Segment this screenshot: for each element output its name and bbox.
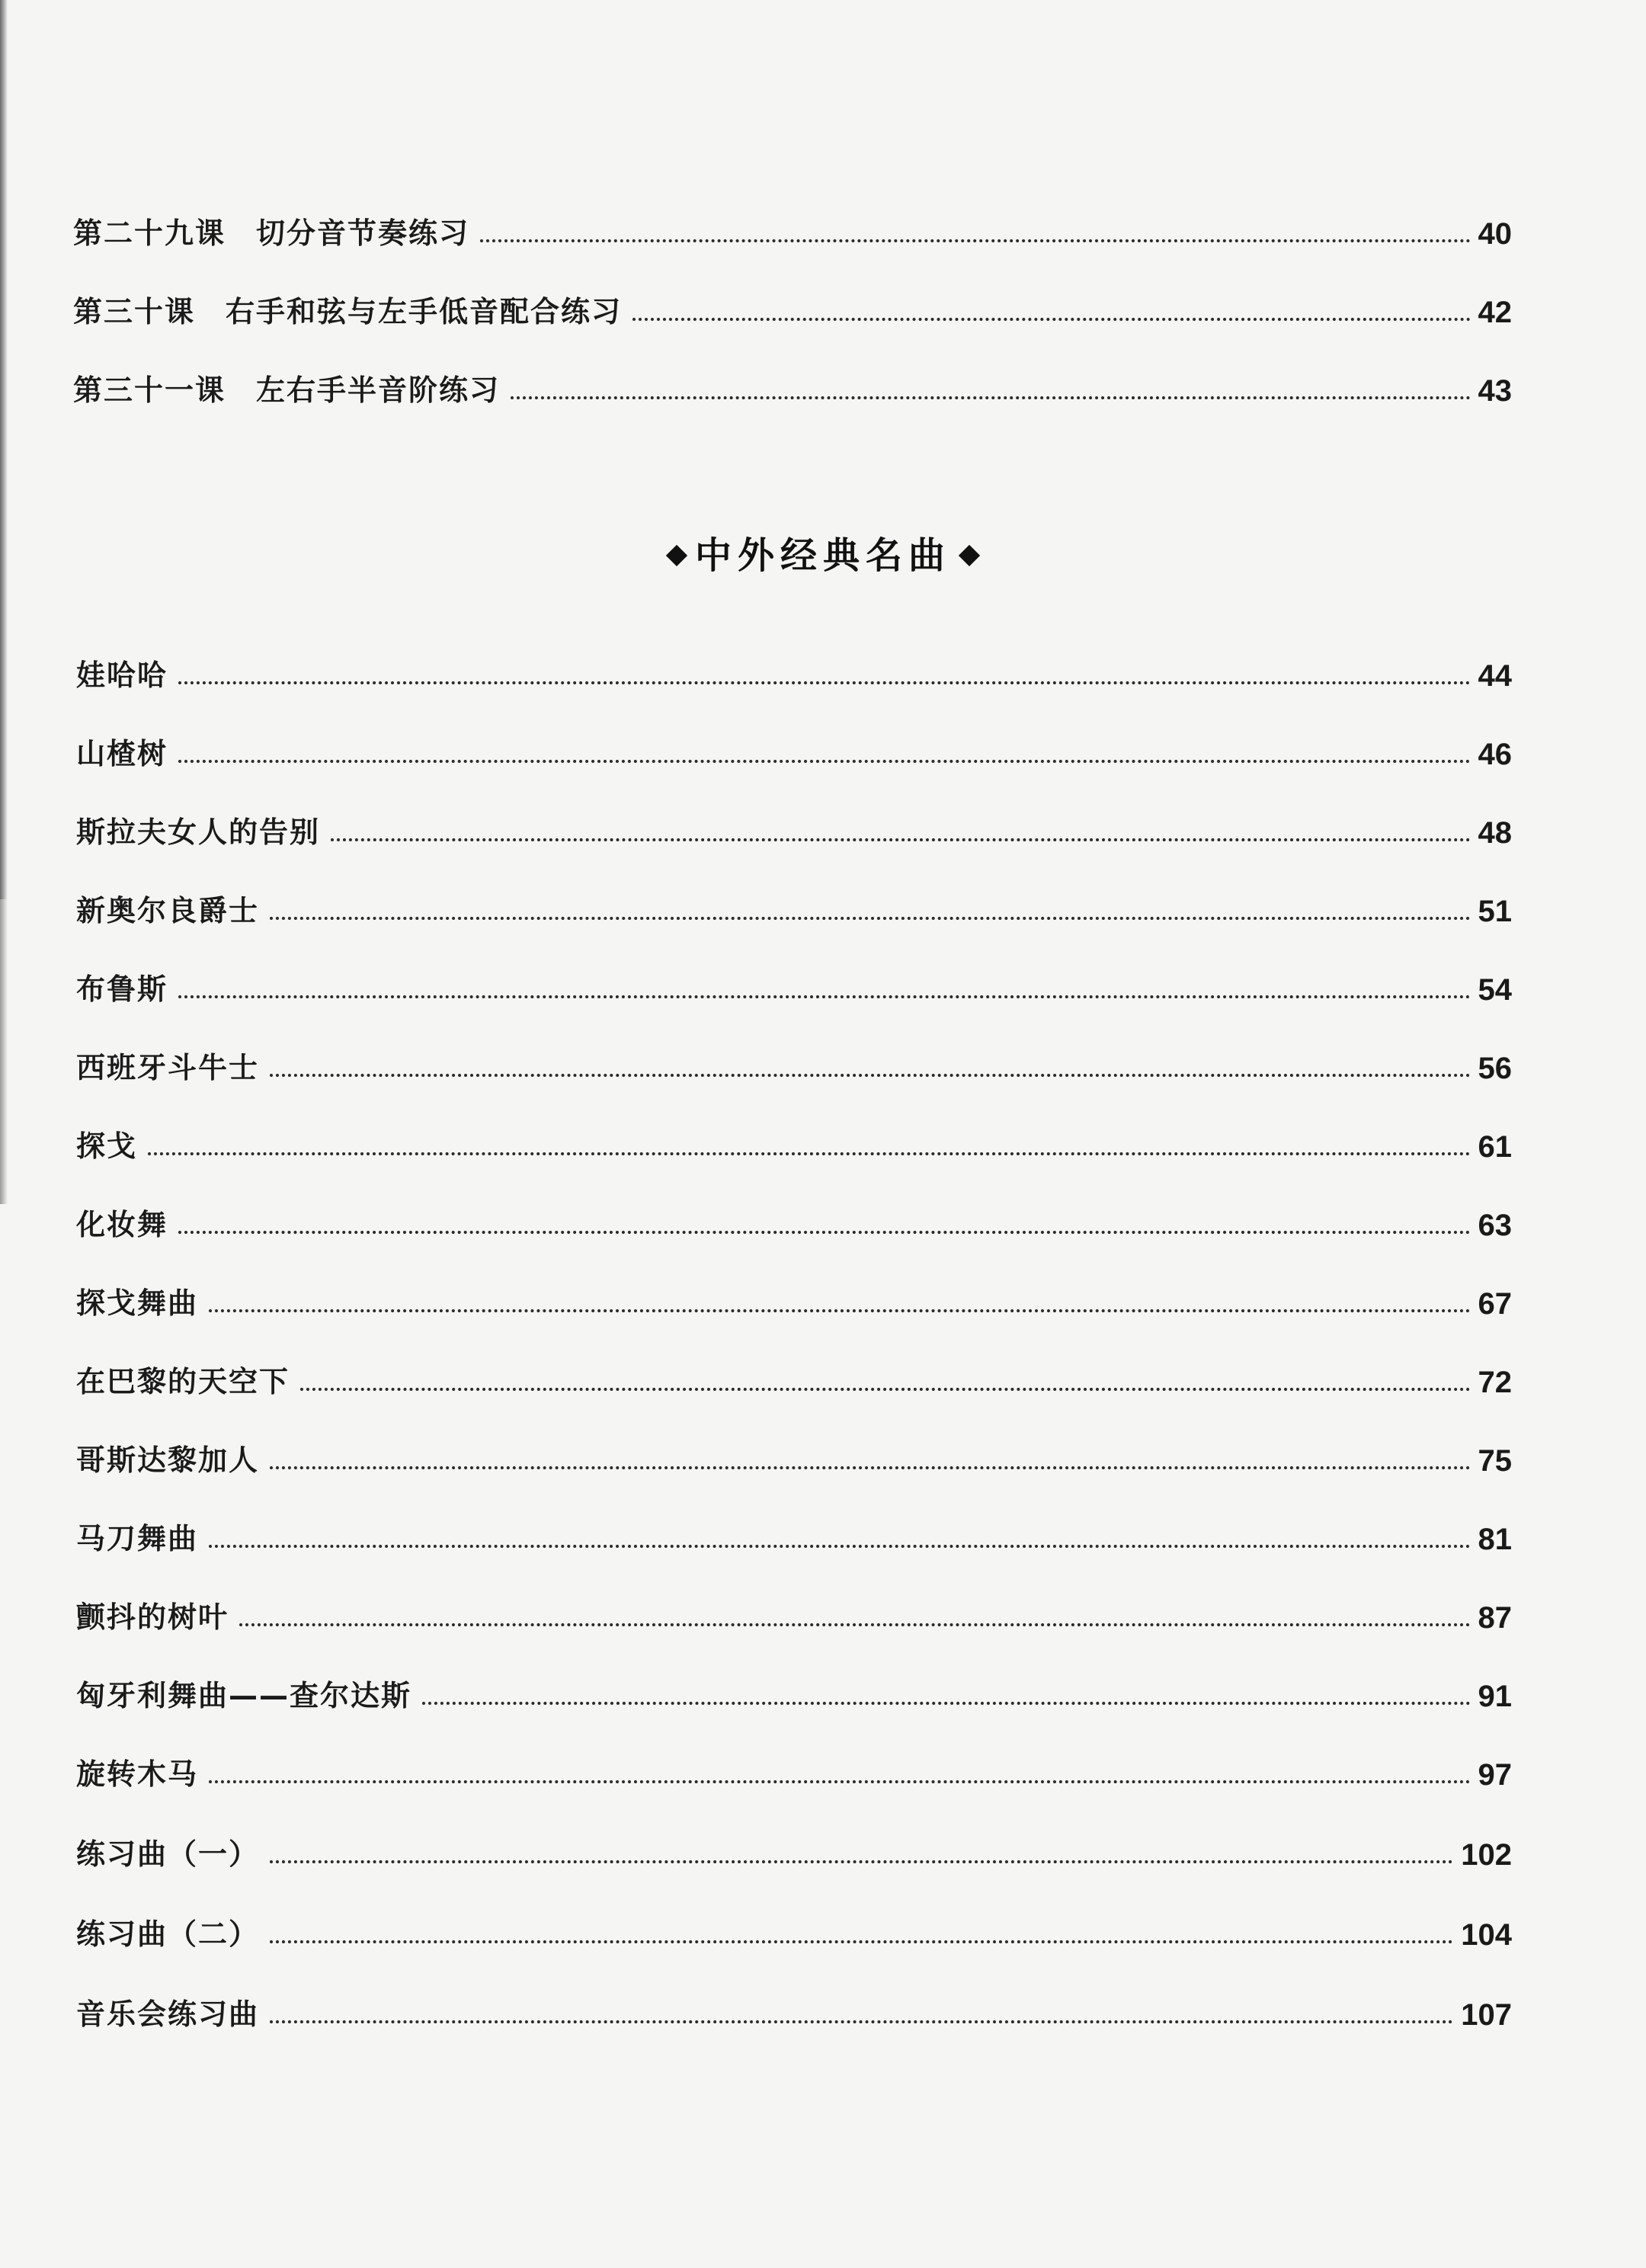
section-title-text: 中外经典名曲 bbox=[694, 534, 951, 577]
toc-entry[interactable] bbox=[76, 1048, 1512, 1086]
section-title bbox=[0, 526, 1646, 578]
toc-entry[interactable] bbox=[76, 1754, 1512, 1792]
dot-leader bbox=[178, 681, 1470, 684]
dot-leader bbox=[209, 1545, 1470, 1548]
dot-leader bbox=[178, 760, 1470, 763]
dot-leader bbox=[270, 2020, 1453, 2023]
toc-entry[interactable] bbox=[76, 1834, 1512, 1872]
dot-leader bbox=[209, 1309, 1470, 1312]
toc-entry[interactable] bbox=[76, 1440, 1512, 1478]
toc-entry-page-number: 43 bbox=[1478, 374, 1512, 408]
toc-entry-page-number: 87 bbox=[1478, 1601, 1512, 1635]
toc-entry[interactable] bbox=[76, 1362, 1512, 1400]
toc-entry-page-number: 91 bbox=[1478, 1680, 1512, 1713]
dot-leader bbox=[209, 1780, 1470, 1783]
toc-entry-label: 探戈舞曲 bbox=[76, 1286, 199, 1320]
toc-entry-label: 斯拉夫女人的告别 bbox=[76, 815, 321, 849]
toc-entry-lesson-30[interactable] bbox=[73, 292, 1512, 330]
dot-leader bbox=[511, 396, 1470, 399]
toc-entry-label: 西班牙斗牛士 bbox=[76, 1051, 260, 1084]
dot-leader bbox=[270, 1860, 1453, 1863]
binding-edge-shadow bbox=[0, 0, 8, 899]
toc-entry-lesson-31[interactable] bbox=[73, 370, 1512, 408]
toc-entry[interactable] bbox=[76, 1676, 1512, 1714]
toc-entry-page-number: 54 bbox=[1478, 973, 1512, 1007]
toc-entry-page-number: 67 bbox=[1478, 1287, 1512, 1321]
dot-leader bbox=[422, 1702, 1470, 1705]
toc-entry-page-number: 51 bbox=[1478, 895, 1512, 928]
toc-entry[interactable] bbox=[76, 812, 1512, 850]
toc-entry[interactable] bbox=[76, 969, 1512, 1007]
toc-entry-page-number: 97 bbox=[1478, 1758, 1512, 1792]
binding-edge-shadow-lower bbox=[0, 899, 8, 1204]
toc-entry-label: 哥斯达黎加人 bbox=[76, 1443, 260, 1477]
toc-entry-label: 娃哈哈 bbox=[76, 658, 168, 692]
toc-entry[interactable] bbox=[76, 1205, 1512, 1243]
toc-entry-label: 第二十九课 切分音节奏练习 bbox=[73, 216, 470, 250]
toc-entry-label: 第三十一课 左右手半音阶练习 bbox=[73, 373, 501, 407]
toc-entry-label: 旋转木马 bbox=[76, 1757, 199, 1791]
toc-entry[interactable] bbox=[76, 1597, 1512, 1635]
toc-entry[interactable] bbox=[76, 1283, 1512, 1321]
toc-entry[interactable] bbox=[76, 1914, 1512, 1952]
dot-leader bbox=[270, 1466, 1470, 1469]
toc-entry-page-number: 40 bbox=[1478, 217, 1512, 251]
diamond-icon bbox=[959, 544, 980, 565]
toc-entry-page-number: 104 bbox=[1461, 1918, 1512, 1952]
toc-entry[interactable] bbox=[76, 655, 1512, 694]
toc-entry-lesson-29[interactable] bbox=[73, 213, 1512, 251]
toc-entry[interactable] bbox=[76, 1519, 1512, 1557]
toc-entry-label: 探戈 bbox=[76, 1129, 138, 1163]
toc-entry-label: 颤抖的树叶 bbox=[76, 1600, 229, 1634]
dot-leader bbox=[300, 1388, 1470, 1391]
toc-entry-label: 匈牙利舞曲——查尔达斯 bbox=[76, 1679, 412, 1712]
dot-leader bbox=[178, 1231, 1470, 1234]
dot-leader bbox=[632, 318, 1470, 321]
toc-entry-label: 马刀舞曲 bbox=[76, 1522, 199, 1555]
toc-entry-page-number: 63 bbox=[1478, 1209, 1512, 1242]
toc-entry[interactable] bbox=[76, 1126, 1512, 1164]
toc-entry-label: 音乐会练习曲 bbox=[76, 1997, 260, 2031]
toc-entry-page-number: 46 bbox=[1478, 738, 1512, 771]
dot-leader bbox=[148, 1152, 1470, 1155]
toc-entry-page-number: 44 bbox=[1478, 659, 1512, 693]
toc-entry-page-number: 48 bbox=[1478, 816, 1512, 850]
toc-entry[interactable] bbox=[76, 891, 1512, 929]
toc-entry[interactable] bbox=[76, 1994, 1512, 2033]
toc-entry[interactable] bbox=[76, 734, 1512, 772]
toc-entry-page-number: 56 bbox=[1478, 1052, 1512, 1085]
toc-entry-label: 在巴黎的天空下 bbox=[76, 1365, 290, 1398]
dot-leader bbox=[178, 995, 1470, 998]
toc-entry-label: 新奥尔良爵士 bbox=[76, 894, 260, 927]
toc-entry-page-number: 42 bbox=[1478, 296, 1512, 329]
toc-entry-label: 布鲁斯 bbox=[76, 972, 168, 1006]
toc-entry-page-number: 72 bbox=[1478, 1366, 1512, 1399]
toc-entry-label: 化妆舞 bbox=[76, 1208, 168, 1241]
toc-entry-page-number: 107 bbox=[1461, 1998, 1512, 2032]
dot-leader bbox=[239, 1623, 1470, 1626]
toc-entry-label: 山楂树 bbox=[76, 737, 168, 770]
toc-entry-page-number: 102 bbox=[1461, 1838, 1512, 1872]
dot-leader bbox=[480, 239, 1470, 242]
dot-leader bbox=[270, 1074, 1470, 1077]
toc-entry-page-number: 81 bbox=[1478, 1523, 1512, 1556]
dot-leader bbox=[270, 1940, 1453, 1943]
toc-entry-label: 练习曲（二） bbox=[76, 1917, 260, 1951]
toc-entry-page-number: 61 bbox=[1478, 1130, 1512, 1164]
toc-entry-label: 第三十课 右手和弦与左手低音配合练习 bbox=[73, 295, 623, 328]
diamond-icon bbox=[666, 544, 687, 565]
toc-entry-label: 练习曲（一） bbox=[76, 1837, 260, 1871]
toc-entry-page-number: 75 bbox=[1478, 1444, 1512, 1478]
dot-leader bbox=[331, 838, 1470, 841]
dot-leader bbox=[270, 917, 1470, 920]
